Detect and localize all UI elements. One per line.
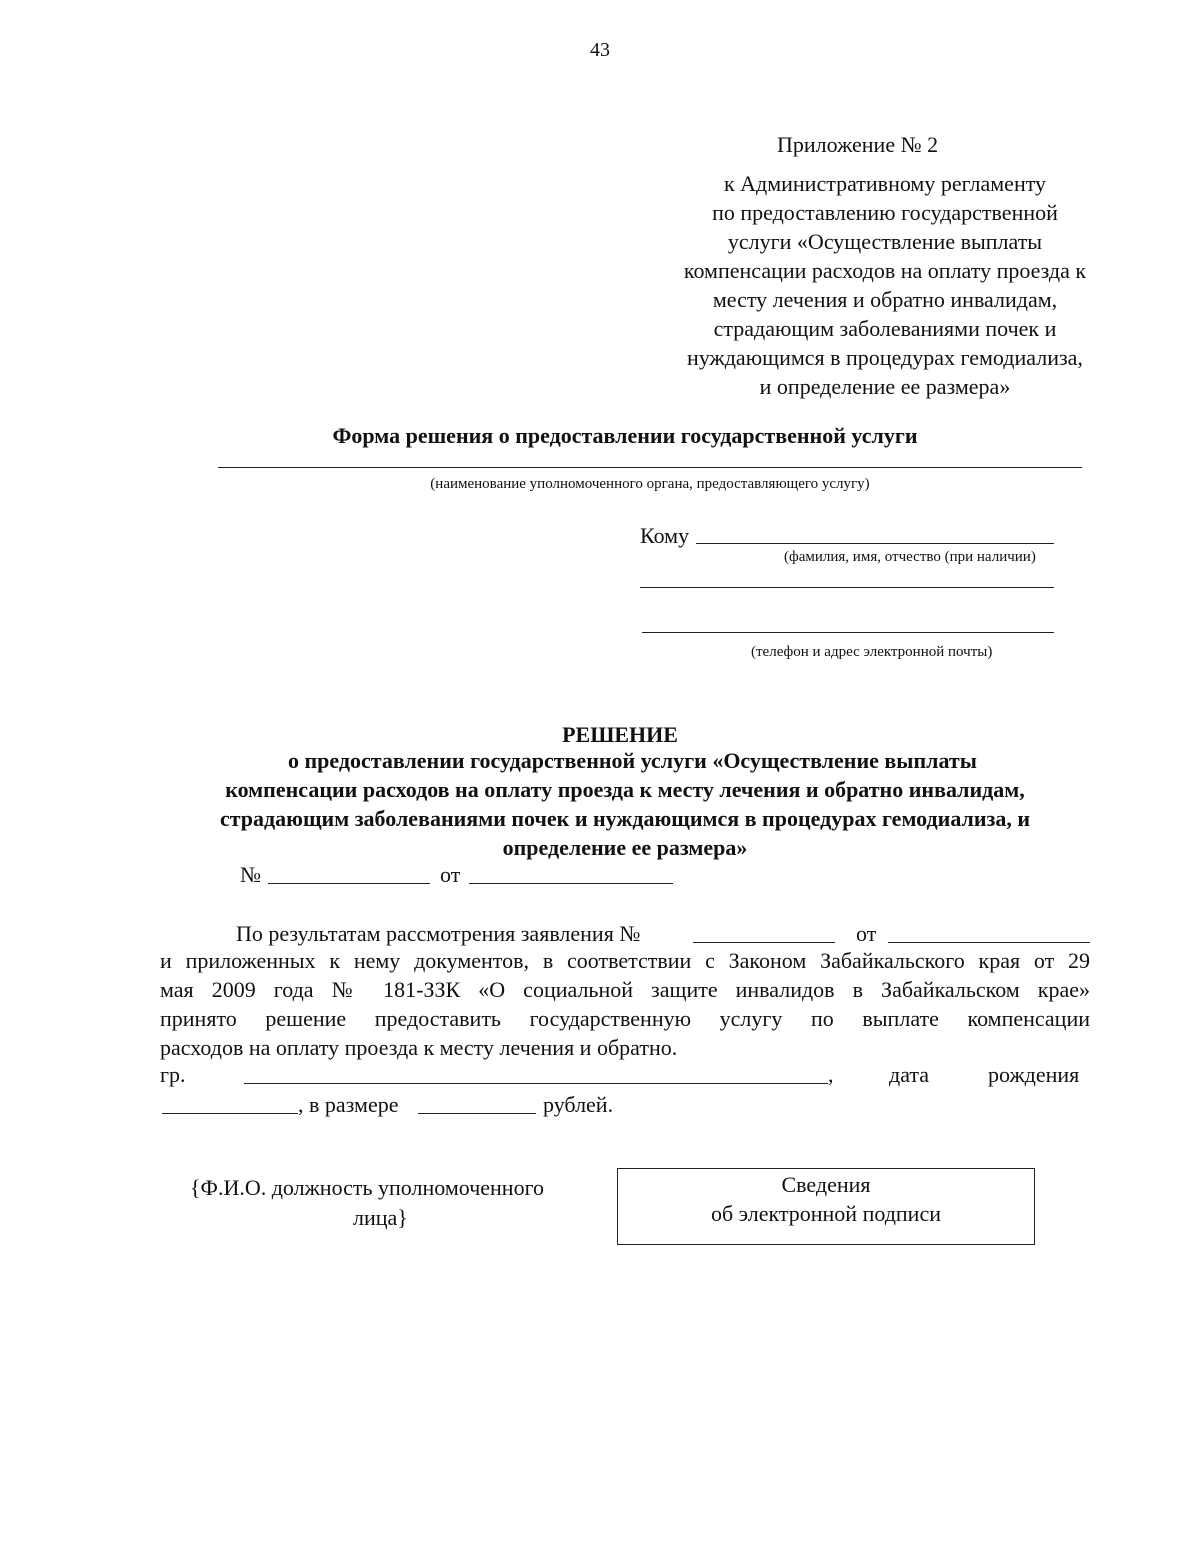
body-last-line: расходов на оплату проезда к месту лечения и обратно. xyxy=(160,1035,678,1060)
citizen-comma: , xyxy=(828,1062,834,1087)
form-title: Форма решения о предоставлении государственной услуги xyxy=(332,423,918,448)
birth-date-label: дата xyxy=(889,1062,930,1087)
official-line-2: лица} xyxy=(353,1205,408,1230)
birth-label: рождения xyxy=(988,1062,1080,1087)
subtitle-line: о предоставлении государственной услуги «Осуществление выплаты xyxy=(288,748,977,773)
appendix-line: страдающим заболеваниями почек и xyxy=(713,316,1057,341)
appendix-line: нуждающимся в процедурах гемодиализа, xyxy=(687,345,1083,370)
official-line-1: {Ф.И.О. должность уполномоченного xyxy=(190,1175,545,1200)
amount-prefix: , в размере xyxy=(298,1092,399,1117)
citizen-name-line xyxy=(244,1083,828,1084)
appendix-text xyxy=(620,169,1150,401)
decision-number-line xyxy=(268,883,430,884)
to-label: Кому xyxy=(640,523,690,548)
ecp-box xyxy=(617,1168,1035,1245)
body-first-line-from: от xyxy=(856,921,877,946)
organ-name-line xyxy=(218,467,1082,468)
decision-number-label: № xyxy=(240,862,261,887)
ecp-line-1: Сведения xyxy=(781,1172,871,1197)
page-number: 43 xyxy=(590,39,610,61)
recipient-contact-line xyxy=(642,632,1054,633)
body-line: принято решение предоставить государственную услугу по выплате компенсации xyxy=(160,1006,1090,1031)
decision-heading: РЕШЕНИЕ xyxy=(562,722,678,747)
appendix-line: к Административному регламенту xyxy=(723,171,1047,196)
recipient-name-caption: (фамилия, имя, отчество (при наличии) xyxy=(784,549,1036,565)
amount-suffix: рублей. xyxy=(543,1092,614,1117)
subtitle-line: определение ее размера» xyxy=(502,835,748,860)
application-date-line xyxy=(888,942,1090,943)
ecp-line-2: об электронной подписи xyxy=(710,1201,941,1226)
appendix-title: Приложение № 2 xyxy=(777,132,939,157)
recipient-contact-caption: (телефон и адрес электронной почты) xyxy=(751,644,993,660)
recipient-extra-line xyxy=(640,587,1054,588)
body-first-line: По результатам рассмотрения заявления № xyxy=(236,921,641,946)
decision-date-line xyxy=(469,883,673,884)
subtitle-line: страдающим заболеваниями почек и нуждающимся в процедурах гемодиализа, и xyxy=(219,806,1031,831)
recipient-name-line xyxy=(696,543,1054,544)
organ-caption: (наименование уполномоченного органа, предоставляющего услугу) xyxy=(430,476,870,492)
amount-line xyxy=(418,1113,536,1114)
appendix-line: компенсации расходов на оплату проезда к xyxy=(683,258,1087,283)
decision-from-label: от xyxy=(440,862,461,887)
citizen-label: гр. xyxy=(160,1062,186,1087)
appendix-line: и определение ее размера» xyxy=(759,374,1011,399)
body-line: мая 2009 года № 181-ЗЗК «О социальной защите инвалидов в Забайкальском крае» xyxy=(160,977,1090,1002)
appendix-line: услуги «Осуществление выплаты xyxy=(727,229,1043,254)
subtitle-line: компенсации расходов на оплату проезда к месту лечения и обратно инвалидам, xyxy=(225,777,1025,802)
appendix-line: по предоставлению государственной xyxy=(712,200,1058,225)
application-number-line xyxy=(693,942,835,943)
body-line: и приложенных к нему документов, в соответствии с Законом Забайкальского края от 29 xyxy=(160,948,1090,973)
birth-date-line xyxy=(162,1113,298,1114)
appendix-line: месту лечения и обратно инвалидам, xyxy=(712,287,1058,312)
